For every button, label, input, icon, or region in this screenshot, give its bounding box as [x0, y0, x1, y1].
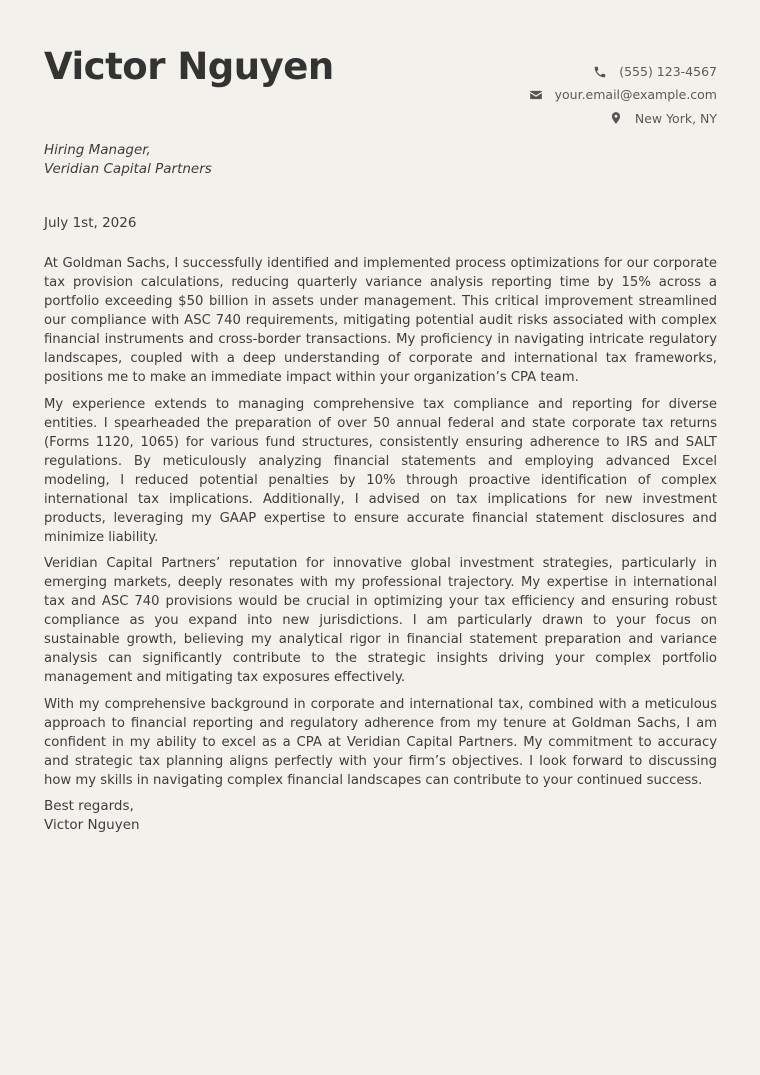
email-row [529, 83, 717, 106]
body-paragraph: Veridian Capital Partners’ reputation for innovative global investment strategies, particularly in emerging markets, deeply resonates with my professional trajectory. My expertise in international tax and ASC 740 provisions would be crucial in optimizing your tax efficiency and ensuring robust compliance as you expand into new jurisdictions. I am particularly drawn to your focus on sustainable growth, believing my analytical rigor in financial statement preparation and variance analysis can significantly contribute to the strategic insights driving your complex portfolio management and mitigating tax exposures effectively. [44, 556, 717, 686]
body-paragraph: My experience extends to managing comprehensive tax compliance and reporting for diverse entities. I spearheaded the preparation of over 50 annual federal and state corporate tax returns (Forms 1120, 1065) for various fund structures, consistently ensuring adherence to IRS and SALT regulations. By meticulously analyzing financial statements and employing advanced Excel modeling, I reduced potential penalties by 10% through proactive identification of complex international tax implications. Additionally, I advised on tax implications for new investment products, leveraging my GAAP expertise to ensure accurate financial statement disclosures and minimize liability. [44, 396, 717, 545]
body-paragraph: At Goldman Sachs, I successfully identified and implemented process optimizations for our corporate tax provision calculations, reducing quarterly variance analysis reporting time by 15% across a portfolio exceeding $50 billion in assets under management. This critical improvement streamlined our compliance with ASC 740 requirements, mitigating potential audit risks associated with complex financial instruments and cross-border transactions. My proficiency in navigating intricate regulatory landscapes, coupled with a deep understanding of corporate and international tax frameworks, positions me to make an immediate impact within your organization’s CPA team. [44, 256, 717, 385]
phone-row [529, 60, 717, 83]
letter-header [44, 0, 717, 140]
cover-letter-page [44, 0, 717, 834]
envelope-icon [529, 88, 543, 102]
email-text: your.email@example.com [554, 87, 717, 103]
contact-info [529, 60, 717, 130]
closing-salutation: Best regards, [44, 798, 134, 815]
letter-body [44, 254, 717, 835]
recipient-block [44, 141, 212, 179]
closing-block [44, 797, 717, 835]
location-text: New York, NY [634, 110, 717, 126]
closing-signature: Victor Nguyen [44, 817, 140, 834]
letter-date: July 1st, 2026 [44, 215, 137, 231]
recipient-title: Hiring Manager, [44, 142, 151, 158]
body-paragraph: With my comprehensive background in corporate and international tax, combined with a meticulous approach to financial reporting and regulatory adherence from my tenure at Goldman Sachs, I am confident in my ability to excel as a CPA at Veridian Capital Partners. My commitment to accuracy and strategic tax planning aligns perfectly with your firm’s objectives. I look forward to discussing how my skills in navigating complex financial landscapes can contribute to your continued success. [44, 696, 717, 788]
recipient-company: Veridian Capital Partners [44, 161, 212, 177]
phone-icon [593, 65, 607, 79]
location-row [529, 107, 717, 130]
map-pin-icon [609, 111, 623, 125]
applicant-name: Victor Nguyen [44, 45, 334, 88]
phone-text: (555) 123-4567 [619, 64, 717, 80]
